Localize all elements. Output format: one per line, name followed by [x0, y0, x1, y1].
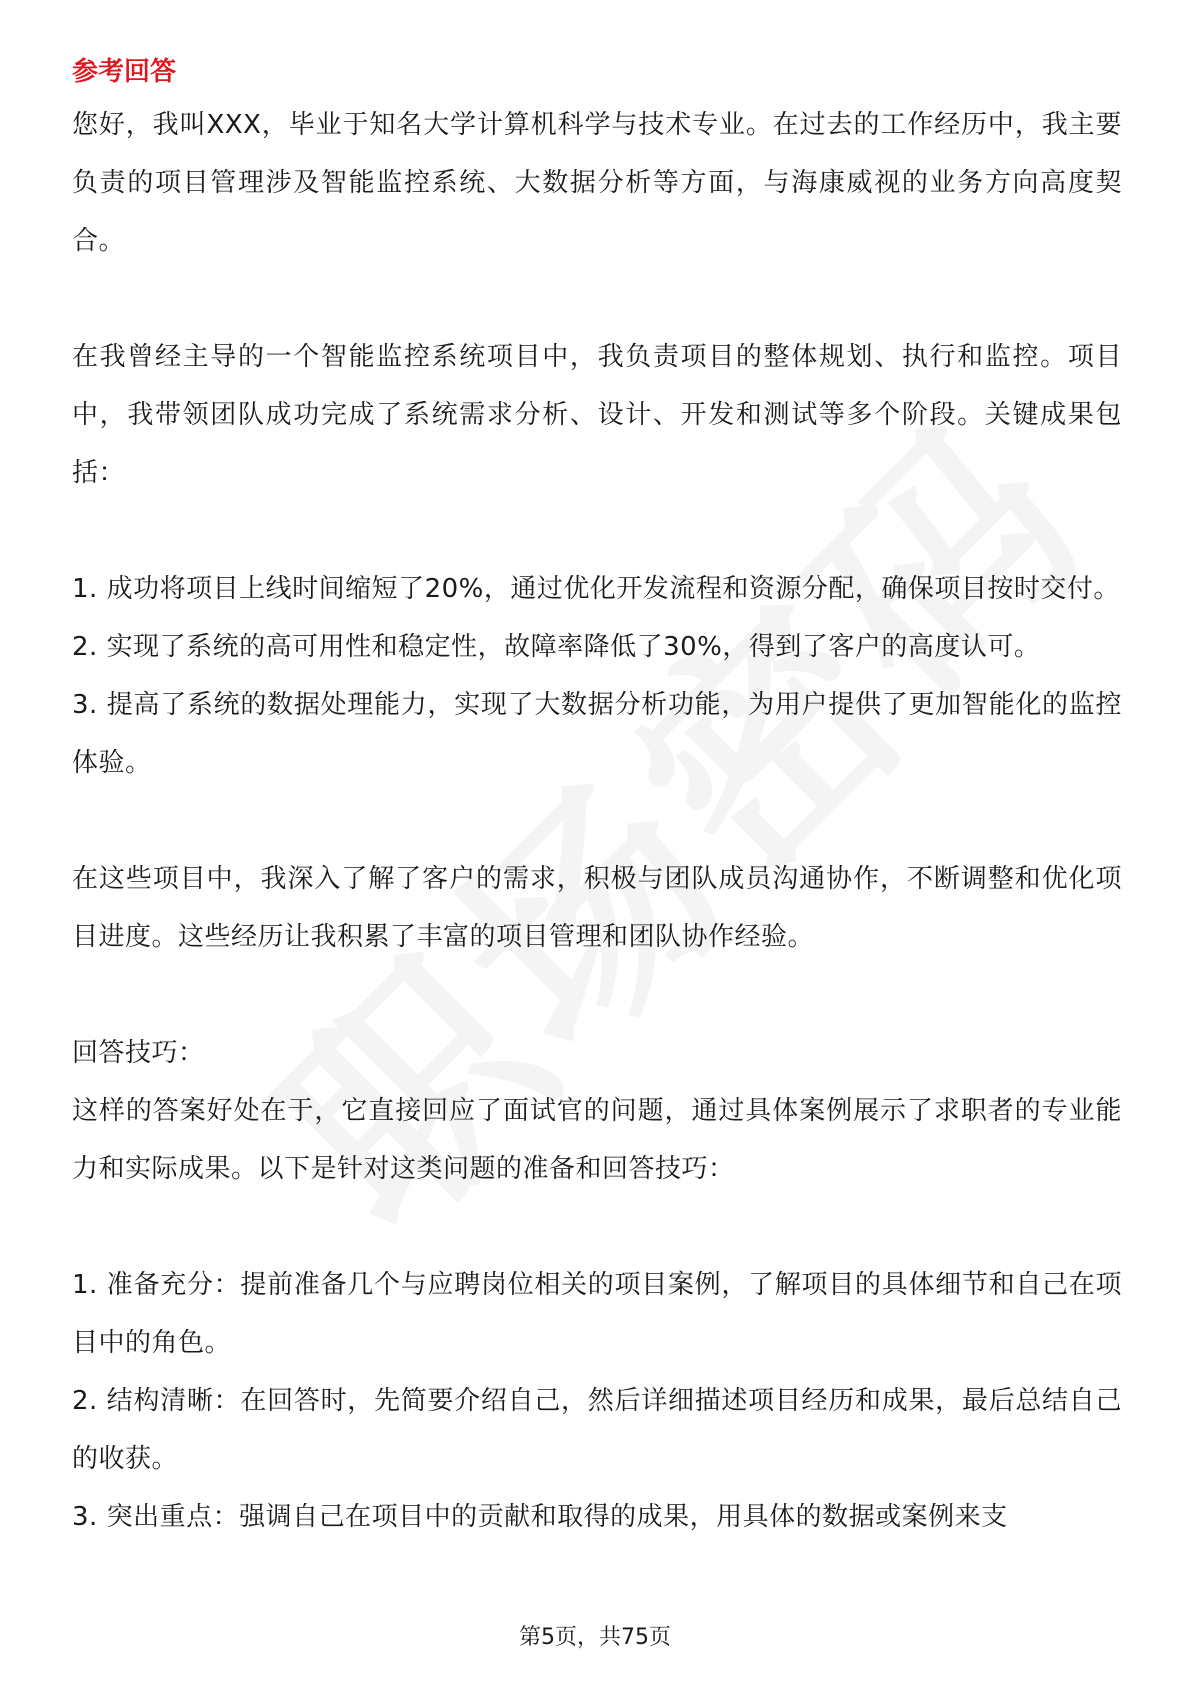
project-paragraph: 在我曾经主导的一个智能监控系统项目中，我负责项目的整体规划、执行和监控。项目中，我带领团队成功完成了系统需求分析、设计、开发和测试等多个阶段。关键成果包括：	[72, 342, 1122, 488]
achievement-item: 2. 实现了系统的高可用性和稳定性，故障率降低了30%，得到了客户的高度认可。	[72, 632, 1041, 662]
spacer	[72, 792, 1122, 850]
spacer	[72, 502, 1122, 560]
section-heading: 参考回答	[72, 57, 177, 87]
spacer	[72, 270, 1122, 328]
tip-item: 1. 准备充分：提前准备几个与应聘岗位相关的项目案例，了解项目的具体细节和自己在项目中的角色。	[72, 1270, 1122, 1358]
tips-title: 回答技巧：	[72, 1038, 205, 1068]
achievement-item: 3. 提高了系统的数据处理能力，实现了大数据分析功能，为用户提供了更加智能化的监控体验。	[72, 690, 1122, 778]
spacer	[72, 966, 1122, 1024]
page-number: 第5页，共75页	[519, 1625, 671, 1650]
spacer	[72, 1198, 1122, 1256]
tip-item: 3. 突出重点：强调自己在项目中的贡献和取得的成果，用具体的数据或案例来支	[72, 1502, 1008, 1532]
intro-paragraph: 您好，我叫XXX，毕业于知名大学计算机科学与技术专业。在过去的工作经历中，我主要负责的项目管理涉及智能监控系统、大数据分析等方面，与海康威视的业务方向高度契合。	[72, 110, 1122, 256]
achievement-item: 1. 成功将项目上线时间缩短了20%，通过优化开发流程和资源分配，确保项目按时交付。	[72, 574, 1120, 604]
summary-paragraph: 在这些项目中，我深入了解了客户的需求，积极与团队成员沟通协作，不断调整和优化项目进度。这些经历让我积累了丰富的项目管理和团队协作经验。	[72, 864, 1122, 952]
tip-item: 2. 结构清晰：在回答时，先简要介绍自己，然后详细描述项目经历和成果，最后总结自己的收获。	[72, 1386, 1122, 1474]
tips-intro: 这样的答案好处在于，它直接回应了面试官的问题，通过具体案例展示了求职者的专业能力和实际成果。以下是针对这类问题的准备和回答技巧：	[72, 1096, 1122, 1184]
document-body	[72, 48, 1122, 1546]
